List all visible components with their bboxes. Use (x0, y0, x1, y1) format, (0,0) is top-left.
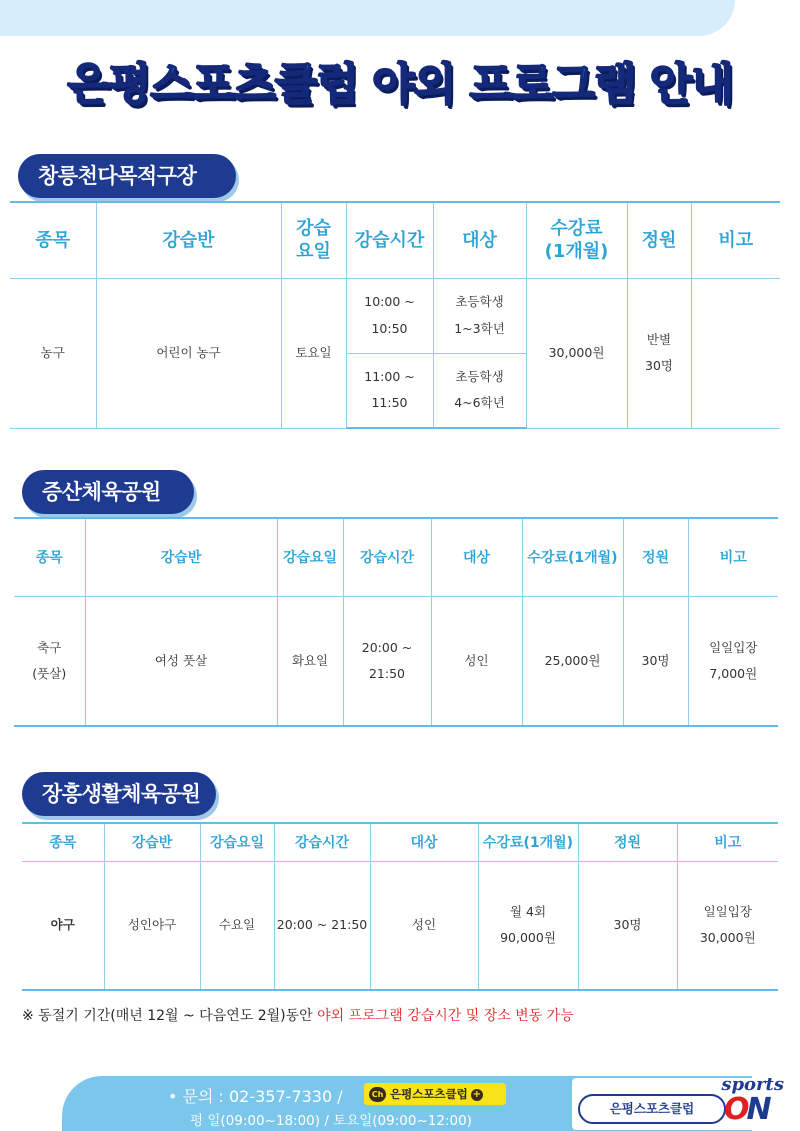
logo-sports-text: sports (721, 1074, 784, 1095)
table-header-row (10, 202, 780, 278)
header-class: 강습반 (85, 518, 277, 596)
target-text: 초등학생 4~6학년 (454, 369, 505, 411)
header-note: 비고 (688, 518, 778, 596)
header-fee: 수강료(1개월) (522, 518, 623, 596)
cell-capacity (627, 278, 691, 428)
header-note: 비고 (691, 202, 780, 278)
cell-time: 20:00 ~ 21:50 (274, 861, 370, 990)
logo-on-o: O (724, 1092, 747, 1127)
sport-text: 축구 (풋살) (32, 639, 67, 681)
header-day: 강습요일 (200, 823, 274, 861)
schedule-table-jangheung (22, 822, 778, 991)
club-logo (572, 1074, 794, 1130)
cell-fee (478, 861, 578, 990)
header-target: 대상 (433, 202, 526, 278)
cell-target: 성인 (431, 596, 522, 726)
plus-icon: + (472, 1088, 481, 1100)
header-class: 강습반 (104, 823, 200, 861)
kakao-channel-button[interactable] (364, 1083, 506, 1105)
cell-class: 여성 풋살 (85, 596, 277, 726)
cell-capacity: 30명 (623, 596, 688, 726)
kakao-channel-label: 은평스포츠클럽 (390, 1087, 468, 1101)
table-row (14, 596, 778, 726)
table-row (10, 278, 780, 353)
table-header-row (22, 823, 778, 861)
header-target: 대상 (370, 823, 478, 861)
cell-note (677, 861, 778, 990)
cell-target (433, 353, 526, 428)
cell-sport (14, 596, 85, 726)
fee-text: 월 4회 90,000원 (500, 904, 556, 946)
header-day: 강습요일 (277, 518, 343, 596)
cell-class: 어린이 농구 (96, 278, 281, 428)
notice-text: ※ 동절기 기간(매년 12월 ~ 다음연도 2월)동안 (22, 1008, 318, 1024)
cell-target (433, 278, 526, 353)
cell-sport: 야구 (22, 861, 104, 990)
header-fee: 수강료(1개월) (478, 823, 578, 861)
cell-day: 화요일 (277, 596, 343, 726)
kakao-channel-icon: Ch (369, 1087, 386, 1102)
section-label-jeungsan: 증산체육공원 (22, 470, 194, 514)
header-capacity: 정원 (578, 823, 677, 861)
logo-on-mark (724, 1092, 769, 1127)
header-sport: 종목 (14, 518, 85, 596)
table-header-row (14, 518, 778, 596)
note-text: 일일입장 7,000원 (709, 639, 758, 681)
page-title: 은평스포츠클럽 야외 프로그램 안내 (67, 59, 733, 110)
header-time: 강습시간 (346, 202, 433, 278)
cell-target: 성인 (370, 861, 478, 990)
office-hours: 평 일(09:00~18:00) / 토요일(09:00~12:00) (190, 1113, 472, 1129)
note-text: 일일입장 30,000원 (699, 904, 756, 946)
cell-note (691, 278, 780, 428)
section-label-changneung: 창릉천다목적구장 (18, 154, 236, 198)
cell-time: 20:00 ~ 21:50 (343, 596, 431, 726)
cell-day: 수요일 (200, 861, 274, 990)
table-row (22, 861, 778, 990)
cell-sport: 농구 (10, 278, 96, 428)
header-day: 강습 요일 (281, 202, 346, 278)
header-time: 강습시간 (343, 518, 431, 596)
notice-highlight: 야외 프로그램 강습시간 및 장소 변동 가능 (317, 1008, 574, 1024)
cell-time: 10:00 ~ 10:50 (346, 278, 433, 353)
top-banner (0, 0, 735, 36)
header-note: 비고 (677, 823, 778, 861)
cell-fee: 30,000원 (526, 278, 627, 428)
cell-time: 11:00 ~ 11:50 (346, 353, 433, 428)
header-capacity: 정원 (627, 202, 691, 278)
cell-day: 토요일 (281, 278, 346, 428)
header-target: 대상 (431, 518, 522, 596)
schedule-table-changneung (10, 201, 780, 429)
section-label-jangheung: 장흥생활체육공원 (22, 772, 216, 816)
contact-phone: • 문의 : 02-357-7330 / (168, 1087, 343, 1106)
cell-class: 성인야구 (104, 861, 200, 990)
cell-fee: 25,000원 (522, 596, 623, 726)
seasonal-notice (22, 1005, 574, 1025)
schedule-table-jeungsan (14, 517, 778, 727)
logo-club-name: 은평스포츠클럽 (578, 1094, 726, 1124)
cell-capacity: 30명 (578, 861, 677, 990)
target-text: 초등학생 1~3학년 (454, 294, 505, 336)
header-time: 강습시간 (274, 823, 370, 861)
header-fee: 수강료 (1개월) (526, 202, 627, 278)
header-capacity: 정원 (623, 518, 688, 596)
capacity-text: 반별 30명 (645, 331, 673, 373)
header-sport: 종목 (22, 823, 104, 861)
header-sport: 종목 (10, 202, 96, 278)
logo-on-n: N (746, 1092, 769, 1127)
header-class: 강습반 (96, 202, 281, 278)
cell-note (688, 596, 778, 726)
